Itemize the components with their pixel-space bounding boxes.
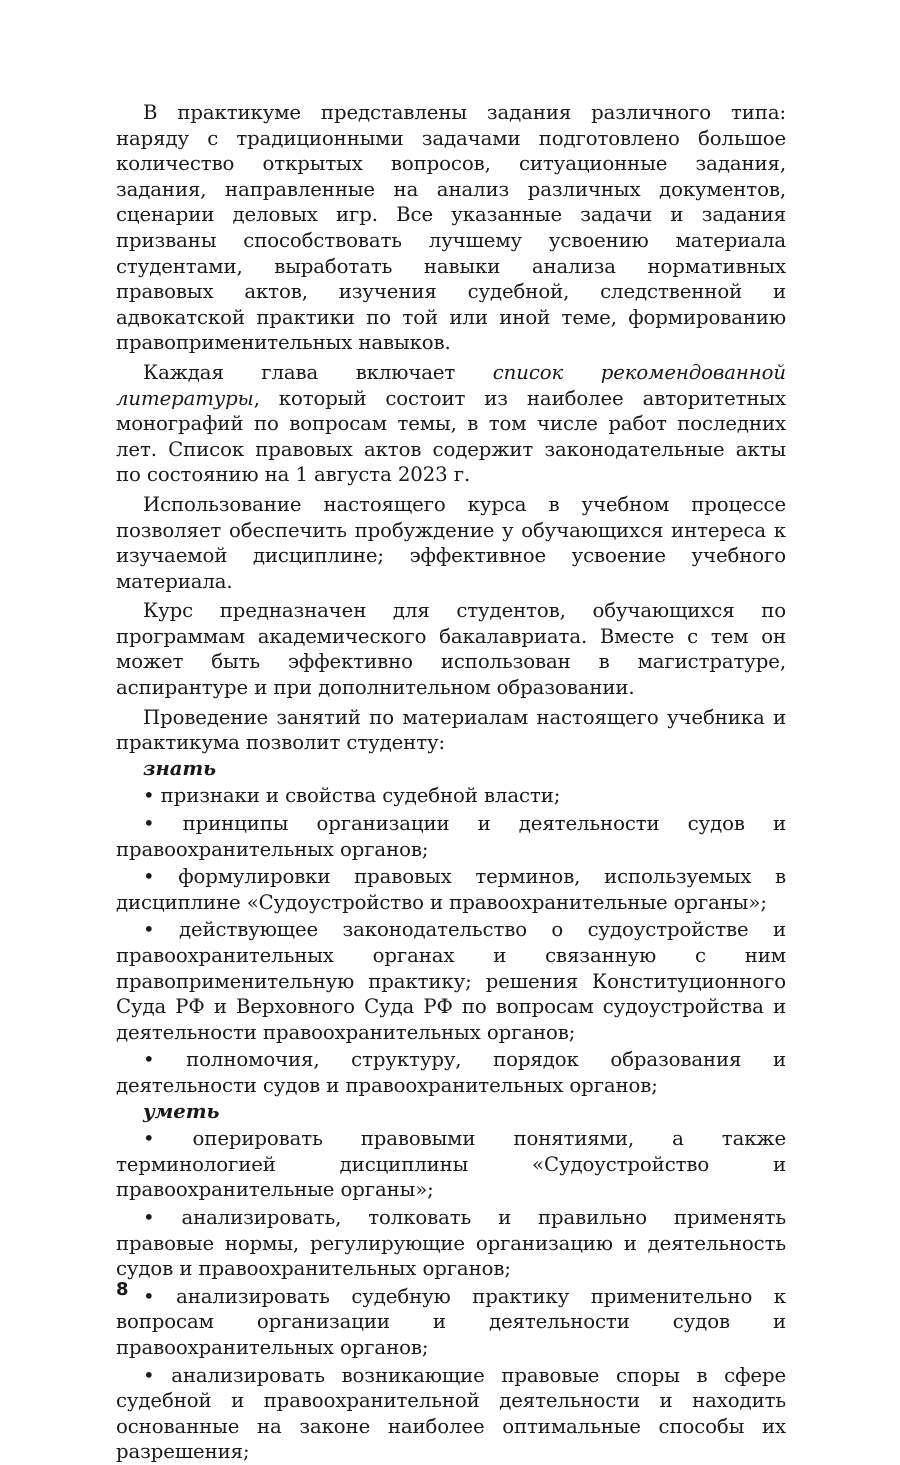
list-item: • анализировать судебную практику применительно к вопросам организации и деятельности судов и правоохранительных органов;: [116, 1284, 786, 1359]
section-heading-can: уметь: [143, 1099, 220, 1123]
list-item: • анализировать возникающие правовые споры в сфере судебной и правоохранительной деятельности и находить основанные на законе наиболее оптимальные способы их разрешения;: [116, 1363, 786, 1464]
intro-paragraph-literature: [116, 360, 786, 488]
list-item: • оперировать правовыми понятиями, а также терминологией дисциплины «Судоустройство и правоохранительные органы»;: [116, 1127, 786, 1202]
literature-emphasis: список рекомендованной литературы: [116, 360, 786, 410]
intro-paragraph-usage: Использование настоящего курса в учебном процессе позволяет обеспечить пробуждение у обучающихся интереса к изучаемой дисциплине; эффективное усвоение учебного материала.: [116, 492, 786, 593]
section-heading-know: знать: [143, 756, 216, 780]
list-item: • анализировать, толковать и правильно применять правовые нормы, регулирующие организацию и деятельность судов и правоохранительных органов;: [116, 1205, 786, 1281]
intro-paragraph-outcomes: Проведение занятий по материалам настоящего учебника и практикума позволит студенту:: [116, 705, 786, 755]
list-item: • полномочия, структуру, порядок образования и деятельности судов и правоохранительных органов;: [116, 1048, 786, 1097]
intro-paragraph-tasks: В практикуме представлены задания различного типа: наряду с традиционными задачами подготовлено большое количество открытых вопросов, ситуационные задания, задания, направленные на анализ различных документов, сценарии деловых игр. Все указанные задачи и задания призваны способствовать лучшему усвоению материала студентами, выработать навыки анализа нормативных правовых актов, изучения судебной, следственной и адвокатской практики по той или иной теме, формированию правоприменительных навыков.: [116, 101, 786, 355]
page-body: [116, 100, 786, 1465]
page-number: 8: [116, 1279, 129, 1300]
intro-paragraph-audience: Курс предназначен для студентов, обучающихся по программам академического бакалавриата. Вместе с тем он может быть эффективно использован в магистратуре, аспирантуре и при дополнительном образовании.: [116, 599, 786, 700]
list-item: • действующее законодательство о судоустройстве и правоохранительных органах и связанную с ним правоприменительную практику; решения Конституционного Суда РФ и Верховного Суда РФ по вопросам судоустройства и деятельности правоохранительных органов;: [116, 918, 786, 1044]
literature-text-after: , который состоит из наиболее авторитетных монографий по вопросам темы, в том числе работ последних лет. Список правовых актов содержит законодательные акты по состоянию на 1 августа 2023 г.: [116, 386, 786, 487]
list-item: • принципы организации и деятельности судов и правоохранительных органов;: [116, 812, 786, 861]
list-item: • признаки и свойства судебной власти;: [143, 784, 561, 808]
list-item: • формулировки правовых терминов, используемых в дисциплине «Судоустройство и правоохранительные органы»;: [116, 865, 786, 914]
literature-text-before: Каждая глава включает: [143, 360, 493, 384]
